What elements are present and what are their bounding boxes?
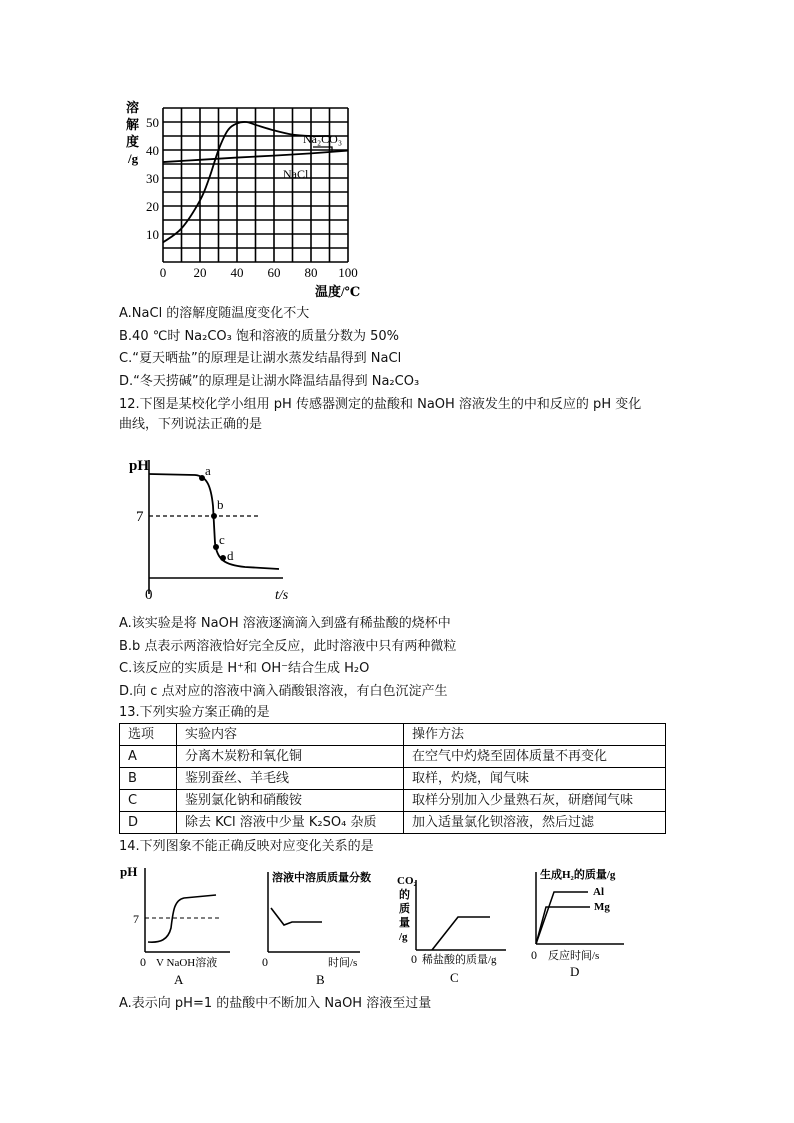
graph-a-caption: A (174, 972, 184, 987)
graph-c-caption: C (450, 970, 459, 985)
ph-curve (149, 474, 279, 569)
graph-a-origin: 0 (140, 955, 146, 969)
q11-option-d: D.“冬天捞碱”的原理是让湖水降温结晶得到 Na₂CO₃ (119, 374, 420, 389)
table-header: 操作方法 (404, 724, 666, 746)
graph-d-caption: D (570, 964, 580, 979)
q13-stem: 13.下列实验方案正确的是 (119, 705, 270, 720)
graph-c-curve (432, 917, 490, 950)
xlabel: 温度/℃ (315, 284, 361, 299)
table-cell: 取样，灼烧，闻气味 (404, 768, 666, 790)
graph-b-curve (271, 908, 322, 925)
graph-b-origin: 0 (262, 955, 268, 969)
graph-a-xlabel: V NaOH溶液 (156, 957, 218, 969)
graph-b (254, 862, 380, 988)
table-cell: 鉴别氯化钠和硝酸铵 (177, 790, 404, 812)
point-b (211, 513, 217, 519)
ph-curve-chart (125, 448, 295, 608)
q14-option-a: A.表示向 pH=1 的盐酸中不断加入 NaOH 溶液至过量 (119, 996, 432, 1011)
x-tick-label: 20 (193, 265, 207, 280)
q12-stem-line2: 曲线，下列说法正确的是 (119, 417, 263, 432)
table-cell: B (120, 768, 177, 790)
graph-c-xlabel: 稀盐酸的质量/g (422, 954, 497, 966)
point-d (220, 555, 226, 561)
graph-d-xlabel: 反应时间/s (548, 950, 600, 962)
point-b-label: b (217, 497, 224, 512)
q11-option-c: C.“夏天晒盐”的原理是让湖水蒸发结晶得到 NaCl (119, 351, 402, 366)
y-tick-label: 50 (146, 115, 159, 130)
graph-a-ylabel: pH (120, 864, 138, 879)
q12-option-b: B.b 点表示两溶液恰好完全反应，此时溶液中只有两种微粒 (119, 639, 457, 654)
graph-a-curve (148, 895, 216, 942)
graph-c-ylabel-1: CO₂ (397, 875, 417, 887)
table-row (120, 768, 666, 790)
q12-option-d: D.向 c 点对应的溶液中滴入硝酸银溶液，有白色沉淀产生 (119, 684, 448, 699)
ph-origin: 0 (145, 587, 153, 603)
point-c-label: c (219, 532, 225, 547)
q12-stem-line1: 12.下图是某校化学小组用 pH 传感器测定的盐酸和 NaOH 溶液发生的中和反应的 pH 变化 (119, 397, 642, 412)
graph-b-ylabel: 溶液中溶质质量分数 (272, 872, 371, 884)
graph-c-ylabel-4: 量 (399, 917, 410, 929)
x-tick-label: 0 (159, 265, 167, 280)
q12-option-a: A.该实验是将 NaOH 溶液逐滴滴入到盛有稀盐酸的烧杯中 (119, 616, 451, 631)
y-tick-label: 40 (146, 143, 159, 158)
graph-b-xlabel: 时间/s (328, 957, 358, 969)
q11-option-b: B.40 ℃时 Na₂CO₃ 饱和溶液的质量分数为 50% (119, 329, 400, 344)
x-tick-label: 100 (338, 265, 358, 280)
x-tick-label: 40 (230, 265, 244, 280)
y-tick-label: 20 (146, 199, 159, 214)
solubility-y-ticks (146, 115, 159, 242)
ylabel-char-4: /g (128, 151, 139, 166)
table-cell: 鉴别蚕丝、羊毛线 (177, 768, 404, 790)
table-row (120, 790, 666, 812)
solubility-x-ticks (160, 265, 358, 280)
table-cell: 取样分别加入少量熟石灰，研磨闻气味 (404, 790, 666, 812)
q13-table (119, 723, 666, 834)
table-cell: D (120, 812, 177, 834)
q14-stem: 14.下列图象不能正确反映对应变化关系的是 (119, 839, 374, 854)
graph-c-ylabel-2: 的 (399, 889, 410, 901)
graph-c-origin: 0 (411, 952, 417, 966)
graph-d-ylabel: 生成H₂的质量/g (540, 869, 616, 881)
q11-option-a: A.NaCl 的溶解度随温度变化不大 (119, 306, 310, 321)
graph-d-label-mg: Mg (594, 901, 610, 913)
table-row (120, 812, 666, 834)
graph-c (392, 862, 512, 988)
ph-ylabel: pH (129, 458, 150, 474)
ph-7-label: 7 (136, 509, 144, 525)
table-cell: C (120, 790, 177, 812)
graph-d (524, 862, 652, 988)
graph-c-ylabel-3: 质 (399, 903, 410, 915)
table-header-row (120, 724, 666, 746)
graph-a (118, 862, 236, 988)
ph-xlabel: t/s (275, 588, 289, 603)
table-header: 实验内容 (177, 724, 404, 746)
table-header: 选项 (120, 724, 177, 746)
ylabel-char-2: 解 (126, 117, 140, 132)
table-cell: A (120, 746, 177, 768)
graph-d-label-al: Al (593, 886, 604, 898)
table-cell: 在空气中灼烧至固体质量不再变化 (404, 746, 666, 768)
series-label-nacl: NaCl (283, 167, 309, 181)
graph-c-ylabel-5: /g (399, 931, 408, 943)
table-row (120, 746, 666, 768)
ylabel-char-1: 溶 (126, 100, 140, 115)
table-cell: 除去 KCl 溶液中少量 K₂SO₄ 杂质 (177, 812, 404, 834)
q12-option-c: C.该反应的实质是 H⁺和 OH⁻结合生成 H₂O (119, 661, 370, 676)
x-tick-label: 80 (304, 265, 318, 280)
point-a-label: a (205, 463, 211, 478)
point-d-label: d (227, 548, 234, 563)
graph-a-7-label: 7 (133, 912, 139, 926)
y-tick-label: 10 (146, 227, 159, 242)
table-cell: 分离木炭粉和氧化铜 (177, 746, 404, 768)
ylabel-char-3: 度 (126, 134, 140, 149)
graph-d-origin: 0 (531, 948, 537, 962)
graph-d-curve-mg (536, 907, 590, 944)
graph-b-caption: B (316, 972, 325, 987)
solubility-chart (118, 96, 378, 300)
x-tick-label: 60 (267, 265, 281, 280)
table-cell: 加入适量氯化钡溶液，然后过滤 (404, 812, 666, 834)
series-label-na2co3: Na₂CO₃ (303, 132, 343, 146)
y-tick-label: 30 (146, 171, 159, 186)
